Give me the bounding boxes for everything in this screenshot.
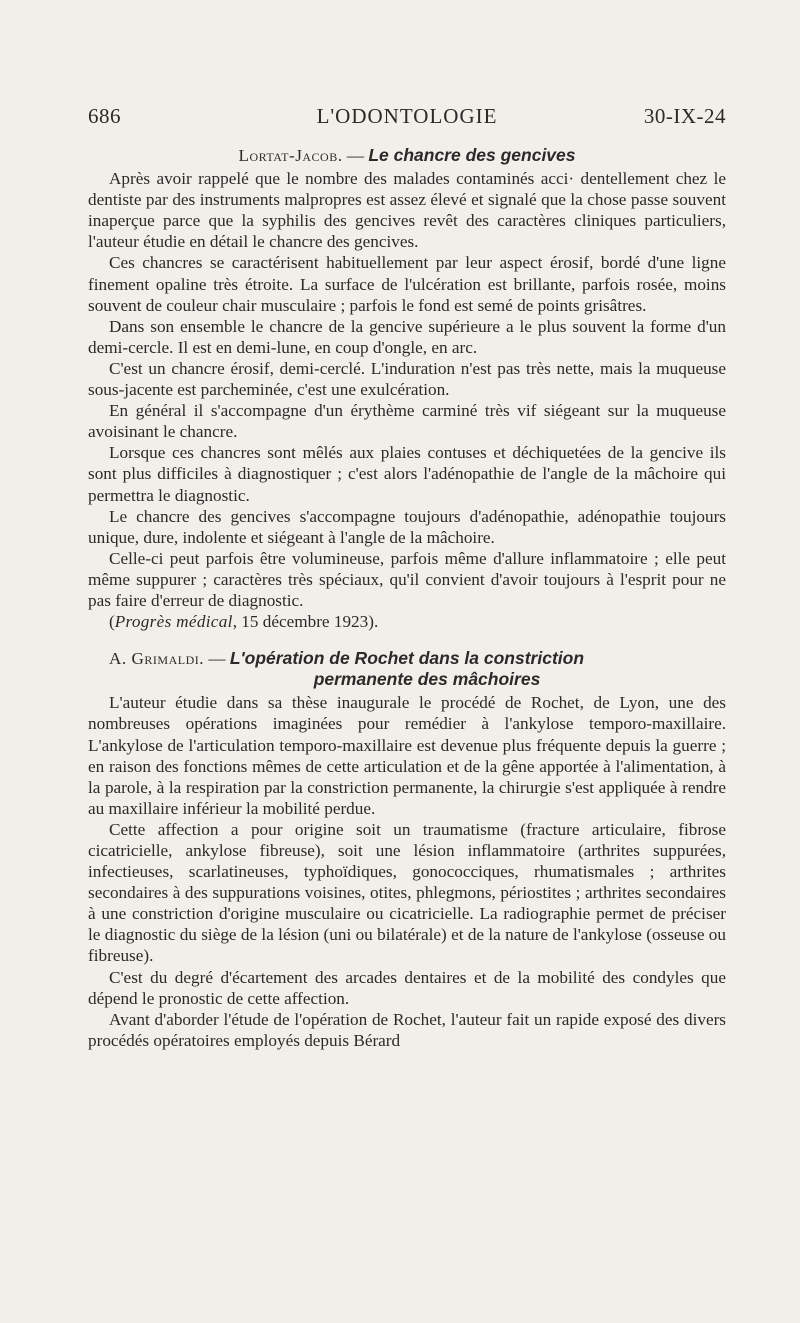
page-body — [88, 145, 726, 1051]
paragraph: L'auteur étudie dans sa thèse inaugurale le procédé de Rochet, de Lyon, une des nombreuses opérations imaginées pour remédier à l'ankylose temporo-maxillaire. L'ankylose de l'articulation temporo-maxillaire est devenue plus fréquente depuis la guerre ; en raison des fonctions mêmes de cette articulation et de la gêne apportée à l'alimentation, à la parole, à la respiration par la constriction permanente, la chirurgie s'est appliquée à rendre au maxillaire inférieur la mobilité perdue. — [88, 693, 726, 818]
article-heading-2 — [88, 648, 726, 690]
paragraph: C'est du degré d'écartement des arcades dentaires et de la mobilité des condyles que dépend le pronostic de cette affection. — [88, 967, 726, 1008]
article-author: A. Grimaldi. — [109, 649, 205, 669]
paragraph: Après avoir rappelé que le nombre des malades contaminés acci· dentellement chez le dentiste par des instruments malpropres est assez élevé et signalé que la chose passe souvent inaperçue parce que la syphilis des gencives revêt des caractères cliniques particuliers, l'auteur étudie en détail le chancre des gencives. — [88, 169, 726, 252]
page-number: 686 — [88, 104, 121, 128]
paragraph: Lorsque ces chancres sont mêlés aux plaies contuses et déchiquetées de la gencive ils sont plus difficiles à diagnostiquer ; c'est alors l'adénopathie de l'angle de la mâchoire qui permettra le diagnostic. — [88, 443, 726, 505]
paragraph: Cette affection a pour origine soit un traumatisme (fracture articulaire, fibrose cicatricielle, ankylose fibreuse), soit une lésion inflammatoire (arthrites suppurées, infectieuses, scarlatineuses, typhoïdiques, gonococciques, rhumatismales ; arthrites secondaires à des suppurations voisines, otites, phlegmons, périostites ; arthrites secondaires à une constriction d'origine musculaire ou cicatricielle. La radiographie permet de préciser le diagnostic du siège de la lésion (uni ou bilatérale) et de la nature de l'ankylose (osseuse ou fibreuse). — [88, 819, 726, 966]
journal-title: L'ODONTOLOGIE — [316, 104, 498, 128]
source-citation — [88, 611, 726, 632]
heading-separator: — — [204, 649, 230, 669]
heading-separator: — — [342, 146, 369, 165]
paragraph: Dans son ensemble le chancre de la gencive supérieure a le plus souvent la forme d'un demi-cercle. Il est en demi-lune, en coup d'ongle, en arc. — [88, 316, 726, 357]
paragraph: Le chancre des gencives s'accompagne toujours d'adénopathie, adénopathie toujours unique, dure, indolente et siégeant à l'angle de la mâchoire. — [88, 506, 726, 547]
paragraph: Celle-ci peut parfois être volumineuse, parfois même d'allure inflammatoire ; elle peut même suppurer ; caractères très spéciaux, qu'il convient d'avoir toujours à l'esprit pour ne pas faire d'erreur de diagnostic. — [88, 548, 726, 610]
paragraph: Ces chancres se caractérisent habituellement par leur aspect érosif, bordé d'une ligne finement opaline très étroite. La surface de l'ulcération est brillante, parfois rosée, moins souvent de couleur chair musculaire ; parfois le fond est semé de points grisâtres. — [88, 253, 726, 315]
article-title-line-1: L'opération de Rochet dans la constriction — [229, 648, 585, 669]
paragraph: Avant d'aborder l'étude de l'opération de Rochet, l'auteur fait un rapide exposé des divers procédés opératoires employés depuis Bérard — [88, 1009, 726, 1050]
citation-date: , 15 décembre 1923). — [232, 612, 379, 632]
article-title: Le chancre des gencives — [368, 145, 576, 165]
article-heading-1 — [88, 145, 726, 166]
article-title-line-2: permanente des mâchoires — [313, 669, 541, 690]
citation-open: ( — [109, 612, 115, 632]
paragraph: En général il s'accompagne d'un érythème carminé très vif siégeant sur la muqueuse avoisinant le chancre. — [88, 401, 726, 442]
article-author: Lortat-Jacob. — [238, 146, 343, 165]
paragraph: C'est un chancre érosif, demi-cerclé. L'induration n'est pas très nette, mais la muqueuse sous-jacente est parcheminée, c'est une exulcération. — [88, 358, 726, 400]
issue-date: 30-IX-24 — [643, 104, 726, 128]
citation-journal: Progrès médical — [114, 612, 233, 632]
